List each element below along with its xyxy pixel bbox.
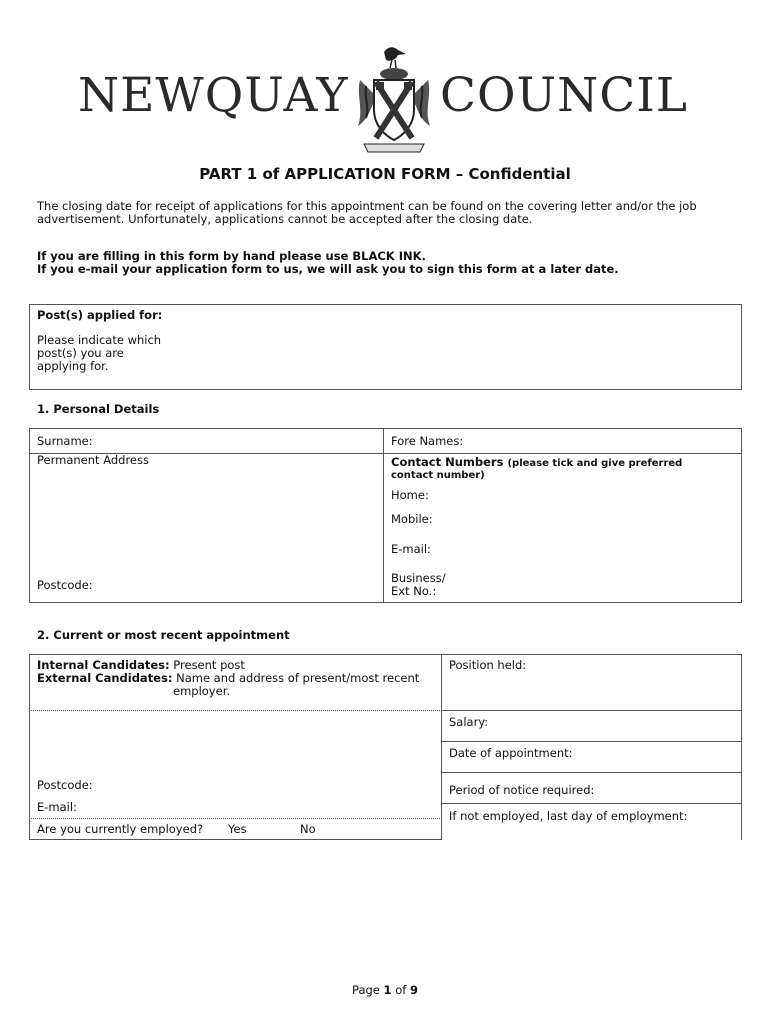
email-note: If you e-mail your application form to us, we will ask you to sign this form at a later date.	[37, 262, 619, 276]
of-word: of	[395, 983, 407, 997]
employer-postcode-field[interactable]: Postcode:	[37, 778, 93, 792]
permanent-address-field[interactable]: Permanent Address	[37, 453, 149, 467]
contact-numbers-heading	[391, 456, 682, 470]
employer-email-field[interactable]: E-mail:	[37, 800, 77, 814]
posts-hint-3: applying for.	[37, 359, 109, 373]
posts-hint-2: post(s) you are	[37, 346, 124, 360]
business-phone-label-2[interactable]: Ext No.:	[391, 584, 437, 598]
contact-note-2: contact number)	[391, 470, 485, 481]
posts-hint-1: Please indicate which	[37, 333, 162, 347]
contact-heading-text: Contact Numbers	[391, 455, 504, 469]
divider	[29, 839, 442, 840]
council-crest-icon	[354, 40, 434, 160]
surname-field[interactable]: Surname:	[37, 434, 93, 448]
intro-line-2: advertisement. Unfortunately, applications cannot be accepted after the closing date.	[37, 212, 533, 226]
internal-text: Present post	[173, 658, 245, 672]
page-indicator	[0, 984, 770, 997]
posts-heading: Post(s) applied for:	[37, 308, 163, 322]
mobile-phone-field[interactable]: Mobile:	[391, 512, 433, 526]
divider	[29, 818, 442, 819]
logo-text-left: NEWQUAY	[78, 68, 349, 123]
divider	[383, 428, 384, 603]
postcode-field[interactable]: Postcode:	[37, 578, 93, 592]
external-text: Name and address of present/most recent	[176, 671, 420, 685]
current-appointment-heading: 2. Current or most recent appointment	[37, 628, 290, 642]
external-label: External Candidates:	[37, 671, 173, 685]
page-word: Page	[352, 983, 380, 997]
intro-line-1: The closing date for receipt of applications for this appointment can be found on the covering letter and/or the job	[37, 199, 697, 213]
employed-yes-option[interactable]: Yes	[228, 822, 247, 836]
employed-no-option[interactable]: No	[300, 822, 316, 836]
divider	[441, 741, 742, 742]
salary-field[interactable]: Salary:	[449, 715, 489, 729]
external-text-2: employer.	[173, 684, 231, 698]
ink-note: If you are filling in this form by hand please use BLACK INK.	[37, 249, 426, 263]
email-field[interactable]: E-mail:	[391, 542, 431, 556]
logo-text-right: COUNCIL	[440, 68, 688, 123]
personal-details-heading: 1. Personal Details	[37, 402, 160, 416]
divider	[29, 710, 442, 711]
page-total: 9	[409, 983, 418, 997]
date-of-appointment-field[interactable]: Date of appointment:	[449, 746, 573, 760]
business-phone-label-1[interactable]: Business/	[391, 571, 446, 585]
divider	[441, 772, 742, 773]
form-title: PART 1 of APPLICATION FORM – Confidential	[199, 165, 571, 183]
position-held-field[interactable]: Position held:	[449, 658, 527, 672]
internal-label: Internal Candidates:	[37, 658, 170, 672]
divider	[441, 803, 742, 804]
page-number: 1	[383, 983, 392, 997]
currently-employed-question: Are you currently employed?	[37, 822, 204, 836]
contact-note-1: (please tick and give preferred	[507, 458, 683, 469]
divider	[441, 710, 742, 711]
home-phone-field[interactable]: Home:	[391, 488, 429, 502]
notice-period-field[interactable]: Period of notice required:	[449, 783, 595, 797]
last-day-employment-field[interactable]: If not employed, last day of employment:	[449, 809, 688, 823]
fore-names-field[interactable]: Fore Names:	[391, 434, 464, 448]
